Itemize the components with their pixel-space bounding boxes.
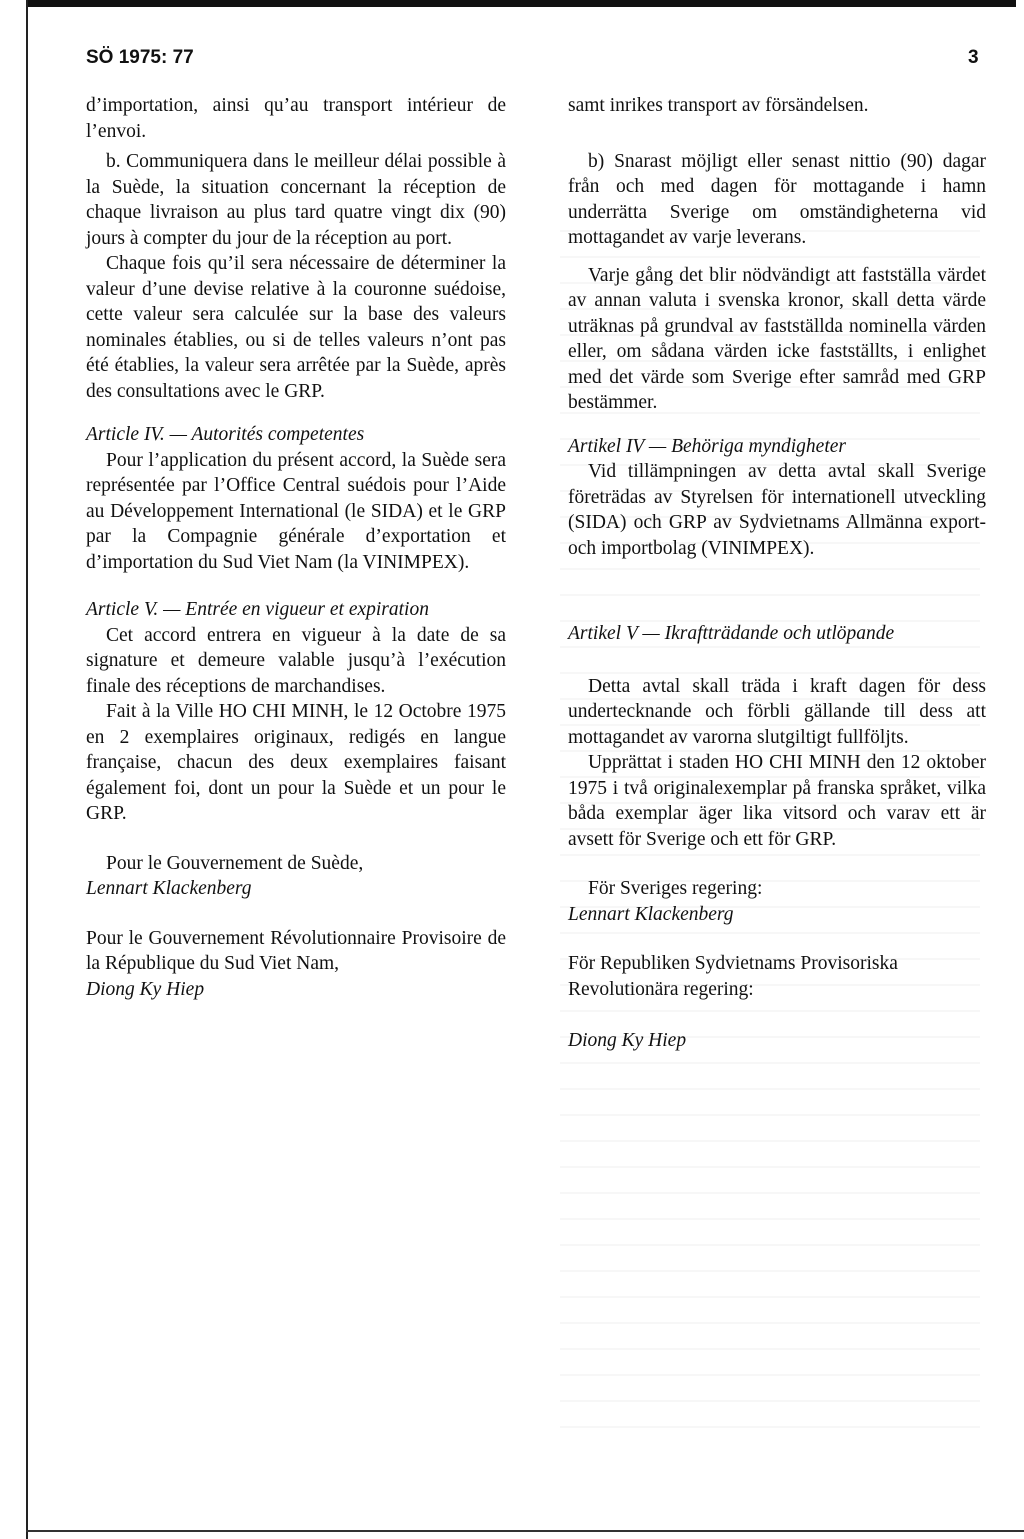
sv-signature-1-name: Lennart Klackenberg — [568, 903, 734, 925]
fr-signature-1-label: Pour le Gouvernement de Suède, — [106, 852, 364, 874]
bottom-border-rule — [26, 1530, 1024, 1532]
sv-article-5-heading: Artikel V — Ikraftträdande och utlöpande — [568, 623, 895, 644]
sv-signature-1-label: För Sveriges regering: — [588, 878, 763, 899]
sv-article-4-text: Vid tillämpningen av detta avtal skall Sverige företrädas av Styrelsen för internationell utveckling (SIDA) och GRP av Sydvietnams Allmänna export- och importbolag (VINIMPEX). — [568, 461, 986, 559]
fr-paragraph-currency: Chaque fois qu’il sera nécessaire de déterminer la valeur d’une devise relative à la couronne suédoise, cette valeur sera calculée sur la base des valeurs nominales établies, ou si de telles valeurs n’ont pas été établies, la valeur sera arrêtée par la Suède, après des consultations avec le GRP. — [86, 253, 506, 402]
french-column — [86, 93, 506, 1002]
fr-paragraph-import: d’importation, ainsi qu’au transport intérieur de l’envoi. — [86, 95, 506, 142]
fr-paragraph-b: b. Communiquera dans le meilleur délai possible à la Suède, la situation concernant la réception de chaque livraison au plus tard quatre vingt dix (90) jours à compter du jour de la réception au port. — [86, 151, 506, 249]
fr-signature-2-label: Pour le Gouvernement Révolutionnaire Provisoire de la République du Sud Viet Nam, — [86, 927, 506, 974]
fr-article-4-text: Pour l’application du présent accord, la Suède sera représentée par l’Office Central suédois pour l’Aide au Développement International (le SIDA) et le GRP par la Compagnie générale d’exportation et d’importation du Sud Viet Nam (la VINIMPEX). — [86, 449, 506, 573]
sv-article-5-text: Detta avtal skall träda i kraft dagen för dess undertecknande och förbli gällande till dess att mottagandet av varorna slutgiltigt fullföljts. — [568, 675, 986, 748]
sv-done-at: Upprättat i staden HO CHI MINH den 12 oktober 1975 i två originalexemplar på franska språket, vilka båda exemplar äger lika vitsord och varav ett är avsett för Sverige och ett för GRP. — [568, 752, 986, 850]
sv-paragraph-b: b) Snarast möjligt eller senast nittio (90) dagar från och med dagen för mottagande i hamn underrätta Sverige om omständigheterna vid mottagandet av varje leverans. — [568, 150, 986, 248]
sv-article-4-heading: Artikel IV — Behöriga myndigheter — [568, 435, 846, 457]
document-reference: SÖ 1975: 77 — [86, 47, 194, 68]
fr-article-5-heading: Article V. — Entrée en vigueur et expiration — [86, 599, 429, 620]
fr-done-at: Fait à la Ville HO CHI MINH, le 12 Octobre 1975 en 2 exemplaires originaux, redigés en langue française, chacun des deux exemplaires faisant également foi, dont un pour la Suède et un pour le GRP. — [86, 701, 506, 824]
swedish-column — [568, 93, 986, 1054]
fr-signature-2-name: Diong Ky Hiep — [86, 978, 205, 1000]
fr-article-4-heading: Article IV. — Autorités competentes — [86, 424, 365, 445]
fr-signature-1-name: Lennart Klackenberg — [86, 878, 252, 899]
sv-paragraph-currency: Varje gång det blir nödvändigt att fastställa värdet av annan valuta i svenska kronor, skall detta värde uträknas på grundval av fastställda nominella värden eller, om sådana värden icke fastställts, i enlighet med det värde som Sverige efter samråd med GRP bestämmer. — [568, 264, 986, 413]
sv-paragraph-transport: samt inrikes transport av försändelsen. — [568, 95, 869, 116]
sv-signature-2-name: Diong Ky Hiep — [568, 1030, 687, 1051]
top-border-rule — [28, 0, 1016, 7]
left-border-rule — [26, 0, 28, 1539]
sv-signature-2-label: För Republiken Sydvietnams Provisoriska Revolutionära regering: — [568, 953, 898, 1000]
page-number: 3 — [968, 47, 979, 68]
fr-article-5-text: Cet accord entrera en vigueur à la date de sa signature et demeure valable jusqu’à l’exécution finale des réceptions de marchandises. — [86, 624, 506, 697]
